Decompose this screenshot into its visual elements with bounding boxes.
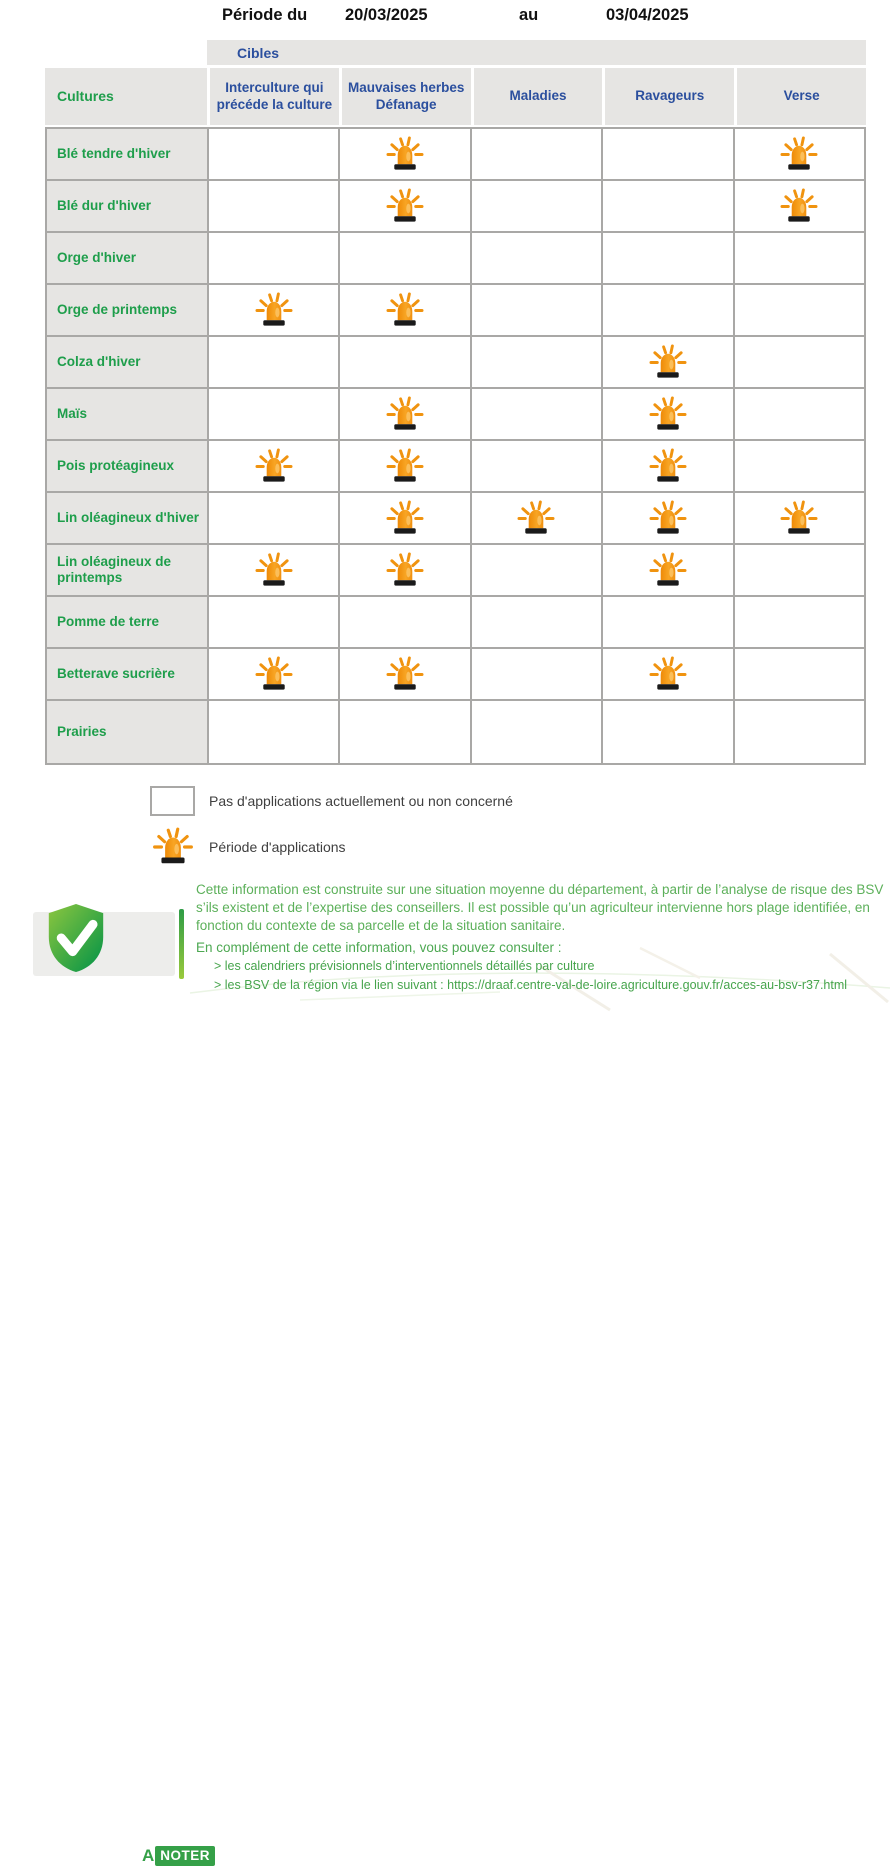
note-intro: En complément de cette information, vous pouvez consulter : <box>196 939 562 955</box>
legend-empty-label: Pas d'applications actuellement ou non concerné <box>209 793 513 809</box>
legend-item-alert <box>150 826 513 868</box>
alert-cell-verse <box>735 545 864 595</box>
note-bullet-bsv-link[interactable]: > les BSV de la région via le lien suivant : https://draaf.centre-val-de-loire.agriculture.gouv.fr/acces-au-bsv-r37.html <box>214 978 848 993</box>
alert-cell-interculture <box>209 701 338 763</box>
alert-cell-mauvaises-herbes <box>340 597 469 647</box>
alert-cell-ravageurs <box>603 493 732 543</box>
alert-cell-verse <box>735 597 864 647</box>
crop-label-cell: Maïs <box>47 389 207 439</box>
alert-icon <box>385 656 425 693</box>
alert-icon <box>385 552 425 589</box>
alert-icon <box>516 500 556 537</box>
alert-cell-interculture <box>209 649 338 699</box>
alert-cell-interculture <box>209 181 338 231</box>
alert-icon <box>385 136 425 173</box>
alert-icon <box>648 552 688 589</box>
alert-cell-ravageurs <box>603 649 732 699</box>
period-end-date: 03/04/2025 <box>606 6 689 24</box>
alert-cell-ravageurs <box>603 233 732 283</box>
alert-cell-verse <box>735 701 864 763</box>
alert-cell-interculture <box>209 129 338 179</box>
crop-alert-table <box>45 127 866 765</box>
alert-icon <box>648 448 688 485</box>
crop-label-cell: Prairies <box>47 701 207 763</box>
period-start-date: 20/03/2025 <box>345 6 428 24</box>
empty-box-icon <box>150 786 195 816</box>
alert-siren-icon <box>152 827 194 867</box>
note-bullet-calendriers: > les calendriers prévisionnels d’interventionnels détaillés par culture <box>214 958 595 973</box>
alert-cell-verse <box>735 441 864 491</box>
crop-label-cell: Lin oléagineux d'hiver <box>47 493 207 543</box>
alert-cell-maladies <box>472 285 601 335</box>
alert-cell-mauvaises-herbes <box>340 337 469 387</box>
alert-cell-interculture <box>209 545 338 595</box>
alert-cell-verse <box>735 389 864 439</box>
note-bullets <box>214 957 893 996</box>
alert-cell-interculture <box>209 389 338 439</box>
crop-label-cell: Pois protéagineux <box>47 441 207 491</box>
alert-cell-verse <box>735 285 864 335</box>
column-header-mauvaises-herbes: Mauvaises herbes Défanage <box>342 68 471 125</box>
legend-item-empty <box>150 786 513 816</box>
alert-cell-maladies <box>472 181 601 231</box>
alert-icon <box>648 344 688 381</box>
alert-cell-maladies <box>472 493 601 543</box>
alert-cell-verse <box>735 337 864 387</box>
alert-cell-maladies <box>472 545 601 595</box>
alert-cell-maladies <box>472 129 601 179</box>
cultures-header-cell: Cultures <box>45 68 207 125</box>
alert-cell-mauvaises-herbes <box>340 441 469 491</box>
alert-cell-interculture <box>209 493 338 543</box>
alert-icon <box>779 136 819 173</box>
column-header-interculture: Interculture qui précéde la culture <box>210 68 339 125</box>
alert-icon <box>254 552 294 589</box>
alert-cell-mauvaises-herbes <box>340 493 469 543</box>
shield-check-icon <box>42 901 110 975</box>
alert-cell-ravageurs <box>603 597 732 647</box>
alert-icon <box>385 188 425 225</box>
a-noter-text <box>142 1846 215 1866</box>
alert-cell-ravageurs <box>603 129 732 179</box>
alert-cell-ravageurs <box>603 441 732 491</box>
alert-cell-maladies <box>472 233 601 283</box>
alert-cell-interculture <box>209 597 338 647</box>
alert-cell-interculture <box>209 233 338 283</box>
alert-cell-maladies <box>472 389 601 439</box>
alert-cell-verse <box>735 129 864 179</box>
alert-icon <box>254 656 294 693</box>
alert-cell-ravageurs <box>603 389 732 439</box>
legend <box>150 786 513 868</box>
alert-cell-maladies <box>472 701 601 763</box>
noter-label: NOTER <box>155 1846 215 1866</box>
alert-icon <box>254 292 294 329</box>
alert-cell-maladies <box>472 337 601 387</box>
alert-siren-icon <box>150 826 195 868</box>
alert-cell-ravageurs <box>603 181 732 231</box>
crop-label-cell: Lin oléagineux de printemps <box>47 545 207 595</box>
column-header-maladies: Maladies <box>474 68 603 125</box>
alert-cell-maladies <box>472 649 601 699</box>
table-header-row <box>45 68 866 125</box>
legend-alert-label: Période d'applications <box>209 839 346 855</box>
alert-icon <box>779 500 819 537</box>
alert-cell-mauvaises-herbes <box>340 389 469 439</box>
period-to-label: au <box>519 6 539 24</box>
alert-icon <box>385 396 425 433</box>
alert-cell-ravageurs <box>603 701 732 763</box>
crop-label-cell: Orge de printemps <box>47 285 207 335</box>
crop-label-cell: Colza d'hiver <box>47 337 207 387</box>
alert-icon <box>648 396 688 433</box>
alert-cell-interculture <box>209 337 338 387</box>
crop-label-cell: Betterave sucrière <box>47 649 207 699</box>
alert-icon <box>779 188 819 225</box>
alert-cell-ravageurs <box>603 285 732 335</box>
alert-cell-mauvaises-herbes <box>340 701 469 763</box>
cibles-band <box>207 40 866 65</box>
crop-label-cell: Orge d'hiver <box>47 233 207 283</box>
alert-cell-mauvaises-herbes <box>340 649 469 699</box>
alert-cell-mauvaises-herbes <box>340 545 469 595</box>
crop-label-cell: Pomme de terre <box>47 597 207 647</box>
alert-icon <box>385 292 425 329</box>
alert-cell-verse <box>735 649 864 699</box>
alert-cell-ravageurs <box>603 337 732 387</box>
alert-cell-verse <box>735 233 864 283</box>
badge-letter-a: A <box>142 1846 155 1865</box>
column-header-verse: Verse <box>737 68 866 125</box>
alert-cell-mauvaises-herbes <box>340 285 469 335</box>
note-paragraph: Cette information est construite sur une situation moyenne du département, à partir de l’analyse de risque des BSV s’ils existent et de l’expertise des conseillers. Il est possible qu’un agriculteur intervienne hors plage identifiée, en fonction du contexte de sa parcelle et de la situation sanitaire. <box>196 882 884 933</box>
alert-icon <box>648 500 688 537</box>
alert-icon <box>648 656 688 693</box>
alert-cell-mauvaises-herbes <box>340 129 469 179</box>
alert-icon <box>385 500 425 537</box>
period-label: Période du <box>222 6 308 24</box>
alert-cell-verse <box>735 181 864 231</box>
crop-label-cell: Blé dur d'hiver <box>47 181 207 231</box>
note-text-block <box>196 881 893 996</box>
alert-cell-interculture <box>209 285 338 335</box>
alert-cell-ravageurs <box>603 545 732 595</box>
cibles-label: Cibles <box>237 44 280 61</box>
alert-cell-mauvaises-herbes <box>340 181 469 231</box>
badge-accent-bar <box>179 909 184 979</box>
alert-icon <box>254 448 294 485</box>
column-header-ravageurs: Ravageurs <box>605 68 734 125</box>
crop-label-cell: Blé tendre d'hiver <box>47 129 207 179</box>
alert-cell-maladies <box>472 597 601 647</box>
period-title <box>0 6 893 32</box>
alert-cell-interculture <box>209 441 338 491</box>
alert-icon <box>385 448 425 485</box>
alert-cell-verse <box>735 493 864 543</box>
alert-cell-maladies <box>472 441 601 491</box>
alert-cell-mauvaises-herbes <box>340 233 469 283</box>
